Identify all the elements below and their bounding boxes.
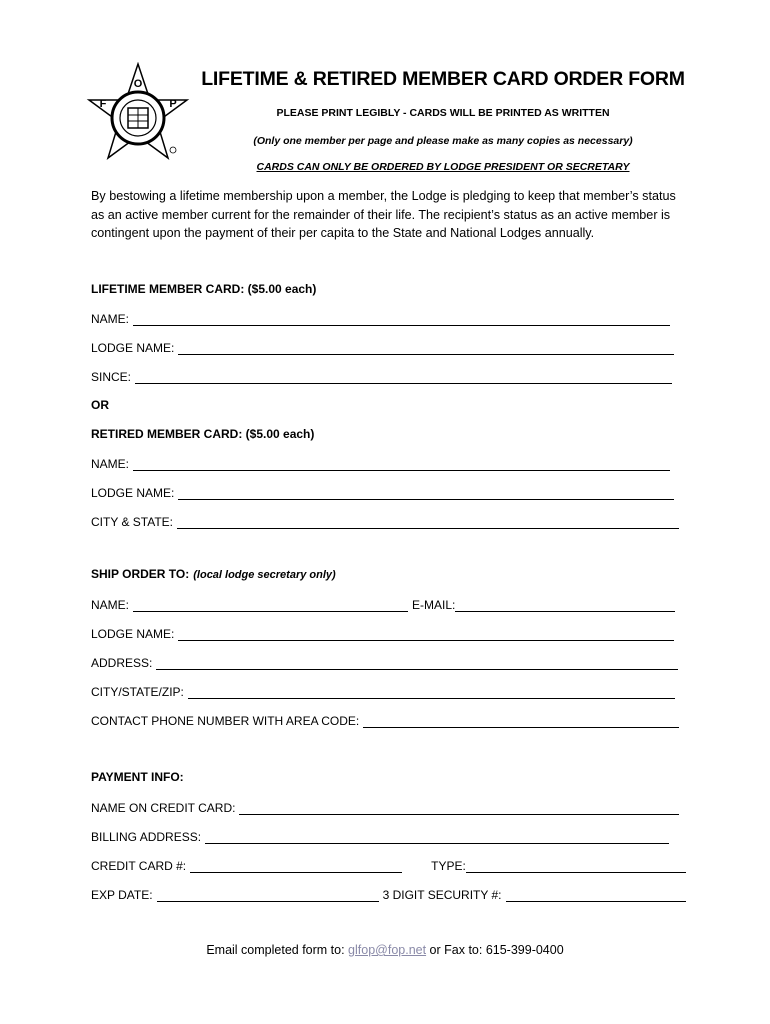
ship-phone-row [91, 712, 679, 728]
ship-address-field[interactable] [156, 656, 678, 670]
retired-lodge-label: LODGE NAME: [91, 486, 175, 500]
retired-city-label: CITY & STATE: [91, 515, 174, 529]
payment-card-number-row [91, 857, 686, 873]
or-separator: OR [91, 398, 109, 412]
ship-heading-label: SHIP ORDER TO: [91, 567, 190, 581]
footer-email-link[interactable]: glfop@fop.net [348, 943, 427, 957]
footer-fax: or Fax to: 615-399-0400 [426, 943, 564, 957]
logo-letter-p: P [169, 98, 177, 110]
payment-card-name-label: NAME ON CREDIT CARD: [91, 801, 236, 815]
payment-billing-label: BILLING ADDRESS: [91, 830, 202, 844]
payment-card-number-field[interactable] [190, 859, 402, 873]
lifetime-heading: LIFETIME MEMBER CARD: ($5.00 each) [91, 282, 317, 296]
payment-card-name-row [91, 799, 679, 815]
lifetime-since-field[interactable] [135, 370, 672, 384]
retired-name-row [91, 455, 670, 471]
lifetime-name-row [91, 310, 670, 326]
payment-type-label: TYPE: [431, 859, 466, 873]
ship-name-label: NAME: [91, 598, 130, 612]
logo-letter-o: O [133, 78, 143, 90]
retired-city-field[interactable] [177, 515, 679, 529]
retired-lodge-row [91, 484, 674, 500]
payment-security-field[interactable] [506, 888, 686, 902]
payment-card-name-field[interactable] [239, 801, 679, 815]
ship-name-field[interactable] [133, 598, 408, 612]
retired-heading: RETIRED MEMBER CARD: ($5.00 each) [91, 427, 315, 441]
payment-heading: PAYMENT INFO: [91, 770, 184, 784]
ship-heading [91, 567, 336, 581]
copies-note: (Only one member per page and please make as many copies as necessary) [253, 135, 633, 147]
lifetime-lodge-field[interactable] [178, 341, 674, 355]
lifetime-name-label: NAME: [91, 312, 130, 326]
ship-csz-field[interactable] [188, 685, 675, 699]
ship-phone-field[interactable] [363, 714, 679, 728]
ship-heading-note: (local lodge secretary only) [193, 569, 336, 581]
submission-footer [0, 943, 770, 957]
order-restriction-note: CARDS CAN ONLY BE ORDERED BY LODGE PRESIDENT OR SECRETARY [256, 161, 630, 173]
payment-card-number-label: CREDIT CARD #: [91, 859, 187, 873]
lifetime-since-label: SINCE: [91, 370, 132, 384]
lifetime-lodge-label: LODGE NAME: [91, 341, 175, 355]
print-legibly-note: PLEASE PRINT LEGIBLY - CARDS WILL BE PRINTED AS WRITTEN [276, 107, 610, 119]
logo-letter-f: F [99, 98, 107, 110]
ship-name-row [91, 596, 675, 612]
ship-address-label: ADDRESS: [91, 656, 153, 670]
payment-exp-field[interactable] [157, 888, 379, 902]
payment-billing-field[interactable] [205, 830, 669, 844]
ship-address-row [91, 654, 678, 670]
form-title: LIFETIME & RETIRED MEMBER CARD ORDER FORM [201, 68, 685, 90]
ship-phone-label: CONTACT PHONE NUMBER WITH AREA CODE: [91, 714, 360, 728]
retired-city-row [91, 513, 679, 529]
payment-exp-row [91, 886, 686, 902]
lifetime-lodge-row [91, 339, 674, 355]
payment-type-field[interactable] [466, 859, 686, 873]
retired-name-field[interactable] [133, 457, 670, 471]
footer-prefix: Email completed form to: [206, 943, 349, 957]
payment-billing-row [91, 828, 669, 844]
payment-exp-label: EXP DATE: [91, 888, 153, 902]
ship-lodge-row [91, 625, 674, 641]
ship-lodge-label: LODGE NAME: [91, 627, 175, 641]
ship-email-label: E-MAIL: [412, 598, 456, 612]
ship-email-field[interactable] [455, 598, 675, 612]
lifetime-name-field[interactable] [133, 312, 670, 326]
lifetime-since-row [91, 368, 672, 384]
retired-name-label: NAME: [91, 457, 130, 471]
ship-lodge-field[interactable] [178, 627, 674, 641]
payment-security-label: 3 DIGIT SECURITY #: [382, 888, 502, 902]
retired-lodge-field[interactable] [178, 486, 674, 500]
fop-star-logo [86, 62, 190, 166]
ship-csz-label: CITY/STATE/ZIP: [91, 685, 184, 699]
intro-paragraph: By bestowing a lifetime membership upon a member, the Lodge is pledging to keep that member’s status as an active member current for the remainder of their life. The recipient’s status as an active member is contingent upon the payment of their per capita to the State and National Lodges annually. [91, 189, 676, 240]
ship-csz-row [91, 683, 675, 699]
